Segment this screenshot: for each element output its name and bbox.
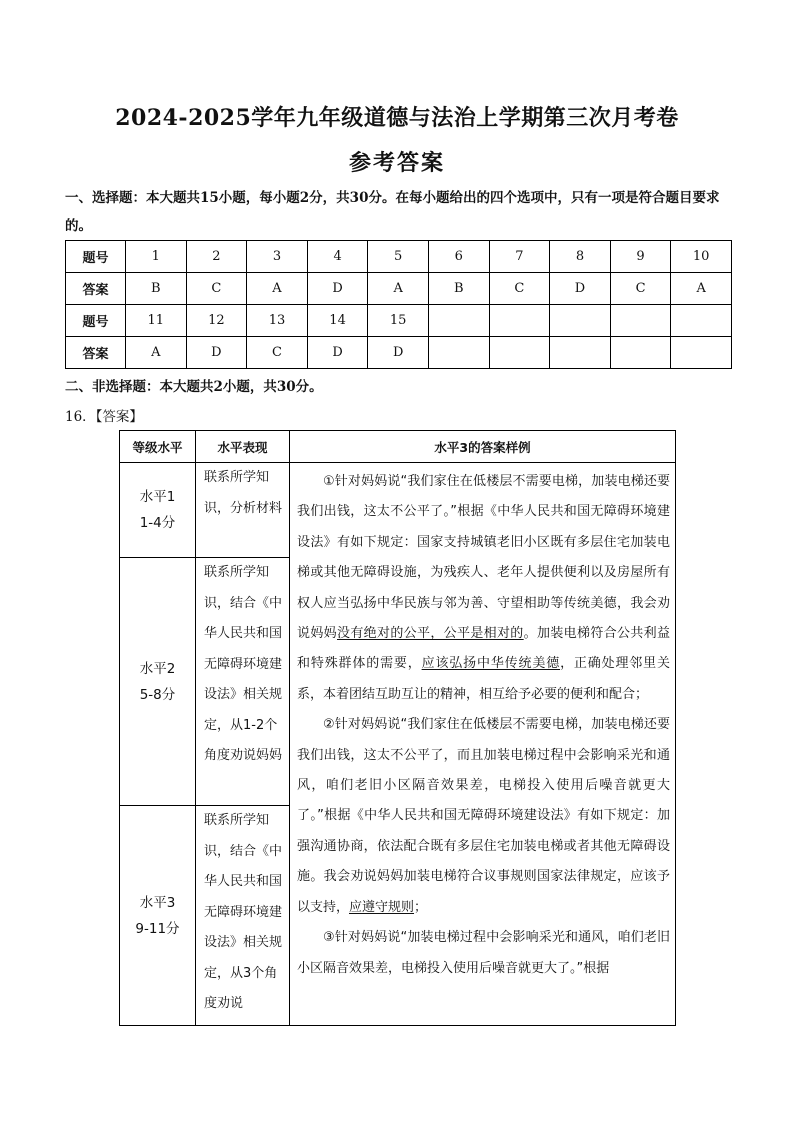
underlined-key-point: 应该弘扬中华传统美德 (421, 656, 561, 672)
answer-cell: D (186, 337, 247, 369)
question-number-cell (550, 305, 611, 337)
question-number-cell: 13 (247, 305, 308, 337)
level-score: 9-11分 (135, 920, 180, 937)
row-label: 题号 (66, 241, 126, 273)
answer-cell: A (368, 273, 429, 305)
answer-paragraph: ①针对妈妈说“我们家住在低楼层不需要电梯，加装电梯还要我们出钱，这太不公平了。”根据《中华人民共和国无障碍环境建设法》有如下规定：国家支持城镇老旧小区既有多层住宅加装电梯或其他无障碍设施，为残疾人、老年人提供便利以及房屋所有权人应当弘扬中华民族与邻为善、守望相助等传统美德，我会劝说妈妈没有绝对的公平，公平是相对的。加装电梯符合公共利益和特殊群体的需要，应该弘扬中华传统美德，正确处理邻里关系，本着团结互助互让的精神，相互给予必要的便利和配合； (297, 474, 670, 702)
level-score: 5-8分 (139, 686, 176, 703)
q16-answer-label: 16．【答案】 (65, 409, 143, 425)
level-description: 联系所学知识，结合《中华人民共和国无障碍环境建设法》相关规定，从3个角度劝说 (196, 806, 290, 1026)
question-number-cell: 10 (671, 241, 732, 273)
answer-cell: B (428, 273, 489, 305)
level-description: 联系所学知识，结合《中华人民共和国无障碍环境建设法》相关规定，从1-2个角度劝说妈妈 (196, 558, 290, 806)
answer-cell: B (126, 273, 187, 305)
level-score: 1-4分 (139, 515, 176, 531)
answer-paragraph: ②针对妈妈说“我们家住在低楼层不需要电梯，加装电梯还要我们出钱，这太不公平了，而且加装电梯过程中会影响采光和通风，咱们老旧小区隔音效果差，电梯投入使用后噪音就更大了。”根据《中华人民共和国无障碍环境建设法》有如下规定：加强沟通协商，依法配合既有多层住宅加装电梯或者其他无障碍设施。我会劝说妈妈加装电梯符合议事规则国家法律规定，应该予以支持，应遵守规则； (297, 717, 670, 915)
question-number-cell: 6 (428, 241, 489, 273)
underlined-key-point: 没有绝对的公平，公平是相对的 (337, 626, 524, 642)
level-name: 水平3 (139, 894, 176, 911)
answer-cell (671, 337, 732, 369)
answer-cell: C (610, 273, 671, 305)
header-cell: 等级水平 (120, 431, 196, 463)
question-number-cell (671, 305, 732, 337)
question-number-cell: 9 (610, 241, 671, 273)
table-row (66, 241, 732, 273)
question-number-cell: 1 (126, 241, 187, 273)
section1-heading: 一、选择题：本大题共15小题，每小题2分，共30分。在每小题给出的四个选项中，只有一项是符合题目要求的。 (65, 190, 720, 234)
level-description: 联系所学知识，分析材料 (196, 463, 290, 558)
choice-answer-table (65, 240, 732, 369)
question-number-cell: 14 (307, 305, 368, 337)
question-number-cell: 8 (550, 241, 611, 273)
level-name: 水平2 (139, 660, 176, 677)
answer-cell: D (368, 337, 429, 369)
question-number-cell: 11 (126, 305, 187, 337)
header-cell: 水平表现 (196, 431, 290, 463)
answer-cell: D (307, 337, 368, 369)
question-number-cell: 7 (489, 241, 550, 273)
question-number-cell: 5 (368, 241, 429, 273)
answer-cell: D (307, 273, 368, 305)
question-number-cell: 4 (307, 241, 368, 273)
level-cell (120, 463, 196, 558)
question-number-cell: 12 (186, 305, 247, 337)
question-number-cell (428, 305, 489, 337)
question-number-cell: 2 (186, 241, 247, 273)
answer-cell: A (247, 273, 308, 305)
row-label: 题号 (66, 305, 126, 337)
answer-cell: A (671, 273, 732, 305)
answer-cell: A (126, 337, 187, 369)
question-number-cell: 3 (247, 241, 308, 273)
answer-cell (489, 337, 550, 369)
page-title: 2024-2025学年九年级道德与法治上学期第三次月考卷 (115, 105, 679, 131)
answer-cell: D (550, 273, 611, 305)
level-cell (120, 558, 196, 806)
sample-answer-cell (290, 463, 676, 1026)
table-row (66, 273, 732, 305)
answer-cell (428, 337, 489, 369)
section2-heading: 二、非选择题：本大题共2小题，共30分。 (65, 379, 323, 395)
row-label: 答案 (66, 337, 126, 369)
level-cell (120, 806, 196, 1026)
row-label: 答案 (66, 273, 126, 305)
question-number-cell (610, 305, 671, 337)
table-row (120, 463, 676, 558)
answer-cell: C (186, 273, 247, 305)
header-cell: 水平3的答案样例 (290, 431, 676, 463)
answer-paragraph: ③针对妈妈说“加装电梯过程中会影响采光和通风，咱们老旧小区隔音效果差，电梯投入使用后噪音就更大了。”根据 (297, 930, 670, 976)
answer-cell (550, 337, 611, 369)
answer-cell: C (489, 273, 550, 305)
answer-cell (610, 337, 671, 369)
question-number-cell: 15 (368, 305, 429, 337)
answer-cell: C (247, 337, 308, 369)
underlined-key-point: 应遵守规则 (349, 899, 415, 915)
table-row (66, 305, 732, 337)
page-subtitle: 参考答案 (348, 150, 445, 176)
table-row (120, 431, 676, 463)
question-number-cell (489, 305, 550, 337)
table-row (66, 337, 732, 369)
rubric-table (119, 430, 676, 1026)
level-name: 水平1 (139, 489, 176, 505)
